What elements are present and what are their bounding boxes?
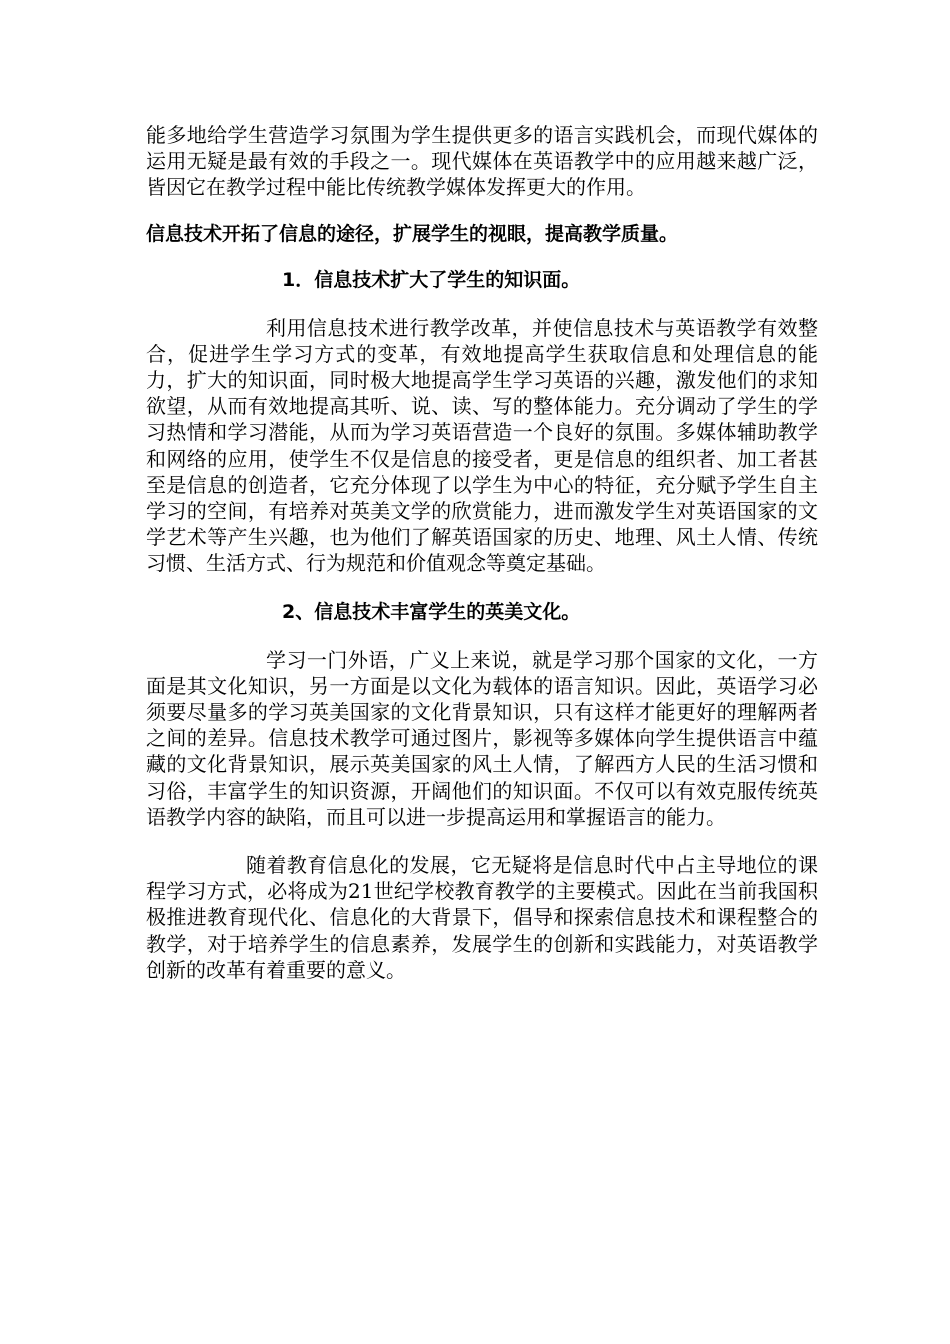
section2-heading: 2、信息技术丰富学生的英美文化。 (282, 600, 581, 623)
document-page (146, 122, 818, 983)
section1-paragraph: 利用信息技术进行教学改革，并使信息技术与英语教学有效整合，促进学生学习方式的变革，有效地提高学生获取信息和处理信息的能力，扩大的知识面，同时极大地提高学生学习英语的兴趣，激发他们的求知欲望，从而有效地提高其听、说、读、写的整体能力。充分调动了学生的学习热情和学习潜能，从而为学习英语营造一个良好的氛围。多媒体辅助教学和网络的应用，使学生不仅是信息的接受者，更是信息的组织者、加工者甚至是信息的创造者，它充分体现了以学生为中心的特征，充分赋予学生自主学习的空间，有培养对英美文学的欣赏能力，进而激发学生对英语国家的文学艺术等产生兴趣，也为他们了解英语国家的历史、地理、风土人情、传统习惯、生活方式、行为规范和价值观念等奠定基础。 (146, 315, 818, 576)
conclusion-paragraph: 随着教育信息化的发展，它无疑将是信息时代中占主导地位的课程学习方式，必将成为21世纪学校教育教学的主要模式。因此在当前我国积极推进教育现代化、信息化的大背景下，倡导和探索信息技术和课程整合的教学，对于培养学生的信息素养，发展学生的创新和实践能力，对英语教学创新的改革有着重要的意义。 (146, 853, 818, 982)
main-heading: 信息技术开拓了信息的途径，扩展学生的视眼，提高教学质量。 (146, 222, 679, 245)
section1-heading: 1．信息技术扩大了学生的知识面。 (282, 268, 581, 291)
intro-paragraph: 能多地给学生营造学习氛围为学生提供更多的语言实践机会，而现代媒体的运用无疑是最有效的手段之一。现代媒体在英语教学中的应用越来越广泛，皆因它在教学过程中能比传统教学媒体发挥更大的作用。 (146, 123, 818, 200)
section2-paragraph: 学习一门外语，广义上来说，就是学习那个国家的文化，一方面是其文化知识，另一方面是以文化为载体的语言知识。因此，英语学习必须要尽量多的学习英美国家的文化背景知识，只有这样才能更好的理解两者之间的差异。信息技术教学可通过图片，影视等多媒体向学生提供语言中蕴藏的文化背景知识，展示英美国家的风土人情，了解西方人民的生活习惯和习俗，丰富学生的知识资源，开阔他们的知识面。不仅可以有效克服传统英语教学内容的缺陷，而且可以进一步提高运用和掌握语言的能力。 (146, 647, 818, 829)
